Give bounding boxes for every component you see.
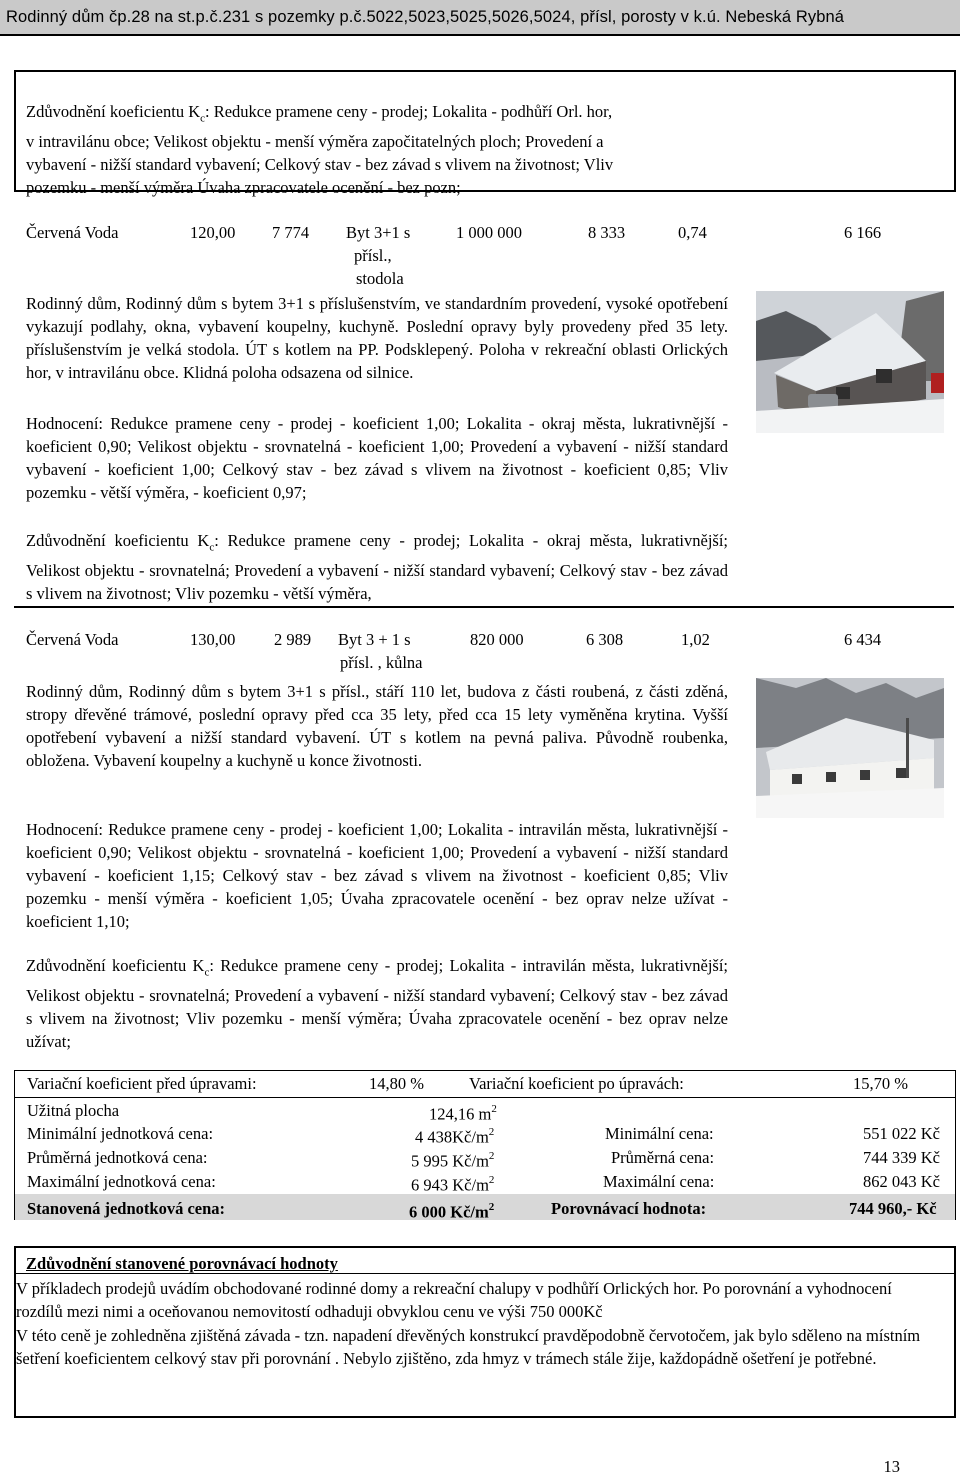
location: Červená Voda: [26, 630, 119, 649]
justification-title: Zdůvodnění stanovené porovnávací hodnoty: [26, 1254, 338, 1273]
area: 130,00: [190, 630, 236, 649]
comparable-2-photo: [756, 678, 944, 818]
comparable-row-2: [26, 628, 956, 676]
comparable-1-photo: [756, 291, 944, 433]
unit-price: 8 333: [588, 223, 626, 242]
comparable-2-reason: Zdůvodnění koeficientu $K_c$: Redukce pramene ceny - prodej; Lokalita - intravilán města, lukrativnější; Velikost objektu - srovnatelná; Provedení a vybavení - nižší standard vybavení; Celkový stav - bez závad s vlivem na životnost; Vliv pozemku - menší výměra; Úvaha zpracovatele ocenění - bez oprav nelze užívat;: [26, 956, 728, 1052]
coefficient: 0,74: [678, 223, 707, 242]
adjusted-price: 6 434: [844, 630, 882, 649]
set-row: Stanovená jednotková cena: 6 000 $Kč/m^2$ Porovnávací hodnota: 744 960,- Kč: [15, 1194, 955, 1220]
area-row: Užitná plocha 124,16 $m^2$: [15, 1097, 955, 1121]
comparable-1-description: Rodinný dům, Rodinný dům s bytem 3+1 s příslušenstvím, ve standardním provedení, vysoké opotřebení vykazují podlahy, okna, vybavení koupelny, kuchyně. Poslední opravy byly provedeny před 35 lety. příslušenstvím je velká stodola. ÚT s kotlem na PP. Podsklepený. Poloha v rekreační oblasti Orlických hor, v intravilánu obce. Klidná poloha odsazena od silnice.: [26, 294, 728, 382]
unit-price: 6 308: [586, 630, 624, 649]
statistics-table: [14, 1070, 956, 1220]
reason-top: Zdůvodnění koeficientu $K_c$: Redukce pramene ceny - prodej; Lokalita - podhůří Orl. hor, v intravilánu obce; Velikost objektu - menší výměra započitatelných ploch; Provedení a vybavení - nižší standard vybavení; Celkový stav - bez závad s vlivem na životnost; Vliv pozemku - menší výměra Úvaha zpracovatele ocenění - bez pozn;: [26, 102, 614, 198]
type: Byt 3 + 1 s přísl. , kůlna: [338, 630, 423, 672]
header-title: Rodinný dům čp.28 na st.p.č.231 s pozemky p.č.5022,5023,5025,5026,5024, přísl, porosty v k.ú. Nebeská Rybná: [6, 8, 845, 26]
max-row: Maximální jednotková cena: 6 943 $Kč/m^2$ Maximální cena: 862 043 Kč: [27, 1172, 940, 1195]
type: Byt 3+1 s přísl., stodola: [346, 223, 411, 288]
price: 1 000 000: [456, 223, 522, 242]
min-row: Minimální jednotková cena: 4 $438Kč/m^2$ Minimální cena: 551 022 Kč: [27, 1124, 940, 1147]
justification-p1: V příkladech prodejů uvádím obchodované rodinné domy a rekreační chalupy v podhůří Orlických hor. Po porovnání a vyhodnocení rozdílů mezi nimi a oceňovanou nemovitostí odhaduji obvyklou cenu ve výši 750 000Kč: [16, 1279, 892, 1321]
comparable-2-evaluation: Hodnocení: Redukce pramene ceny - prodej - koeficient 1,00; Lokalita - intravilán města, lukrativnější - koeficient 0,90; Velikost objektu - srovnatelná - koeficient 1,00; Provedení a vybavení - nižší standard vybavení - koeficient 1,15; Celkový stav - bez závad s vlivem na životnost - koeficient 0,85; Vliv pozemku - menší výměra - koeficient 1,05; Úvaha zpracovatele ocenění - bez oprav nelze užívat - koeficient 1,10;: [26, 820, 728, 931]
avg-row: Průměrná jednotková cena: 5 995 $Kč/m^2$ Průměrná cena: 744 339 Kč: [27, 1148, 940, 1171]
comparable-2-description: Rodinný dům, Rodinný dům s bytem 3+1 s přísl., stáří 110 let, budova z části roubená, z části zděná, stropy dřevěné trámové, poslední opravy před cca 35 lety, před cca 15 lety vyměněna krytina. Vyšší opotřebení vybavení a nižší standard vybavení. ÚT s kotlem na pevná paliva. Původně roubenka, obložena. Vybavení koupelny a kuchyně u konce životnosti.: [26, 682, 728, 770]
coefficient: 1,02: [681, 630, 710, 649]
comparable-1-evaluation: Hodnocení: Redukce pramene ceny - prodej - koeficient 1,00; Lokalita - okraj města, lukrativnější - koeficient 0,90; Velikost objektu - srovnatelná - koeficient 1,00; Provedení a vybavení - nižší standard vybavení - koeficient 1,00; Celkový stav - bez závad s vlivem na životnost - koeficient 0,85; Vliv pozemku - větší výměra, - koeficient 0,97;: [26, 414, 728, 502]
page-number: 13: [883, 1457, 900, 1476]
variation-row: Variační koeficient před úpravami: 14,80 % Variační koeficient po úpravách: 15,70 %: [27, 1074, 908, 1093]
divider: [14, 606, 954, 608]
justification-rule: [14, 1273, 956, 1274]
comparable-1-reason: Zdůvodnění koeficientu $K_c$: Redukce pramene ceny - prodej; Lokalita - okraj města, lukrativnější; Velikost objektu - srovnatelná; Provedení a vybavení - nižší standard vybavení; Celkový stav - bez závad s vlivem na životnost; Vliv pozemku - větší výměra,: [26, 531, 729, 604]
area: 120,00: [190, 223, 236, 242]
justification-p2: V této ceně je zohledněna zjištěná závada - tzn. napadení dřevěných konstrukcí pravděpodobně červotočem, jak bylo sděleno na místním šetření koeficientem celkový stav při porovnání . Nebylo zjištěno, zda hmyz v trámech stále žije, každopádně ošetření je potřebné.: [16, 1326, 921, 1368]
page-header: [0, 0, 960, 36]
adjusted-price: 6 166: [844, 223, 882, 242]
comparable-row-1: [26, 221, 956, 291]
location: Červená Voda: [26, 223, 119, 242]
plot: 2 989: [274, 630, 312, 649]
plot: 7 774: [272, 223, 310, 242]
price: 820 000: [470, 630, 524, 649]
